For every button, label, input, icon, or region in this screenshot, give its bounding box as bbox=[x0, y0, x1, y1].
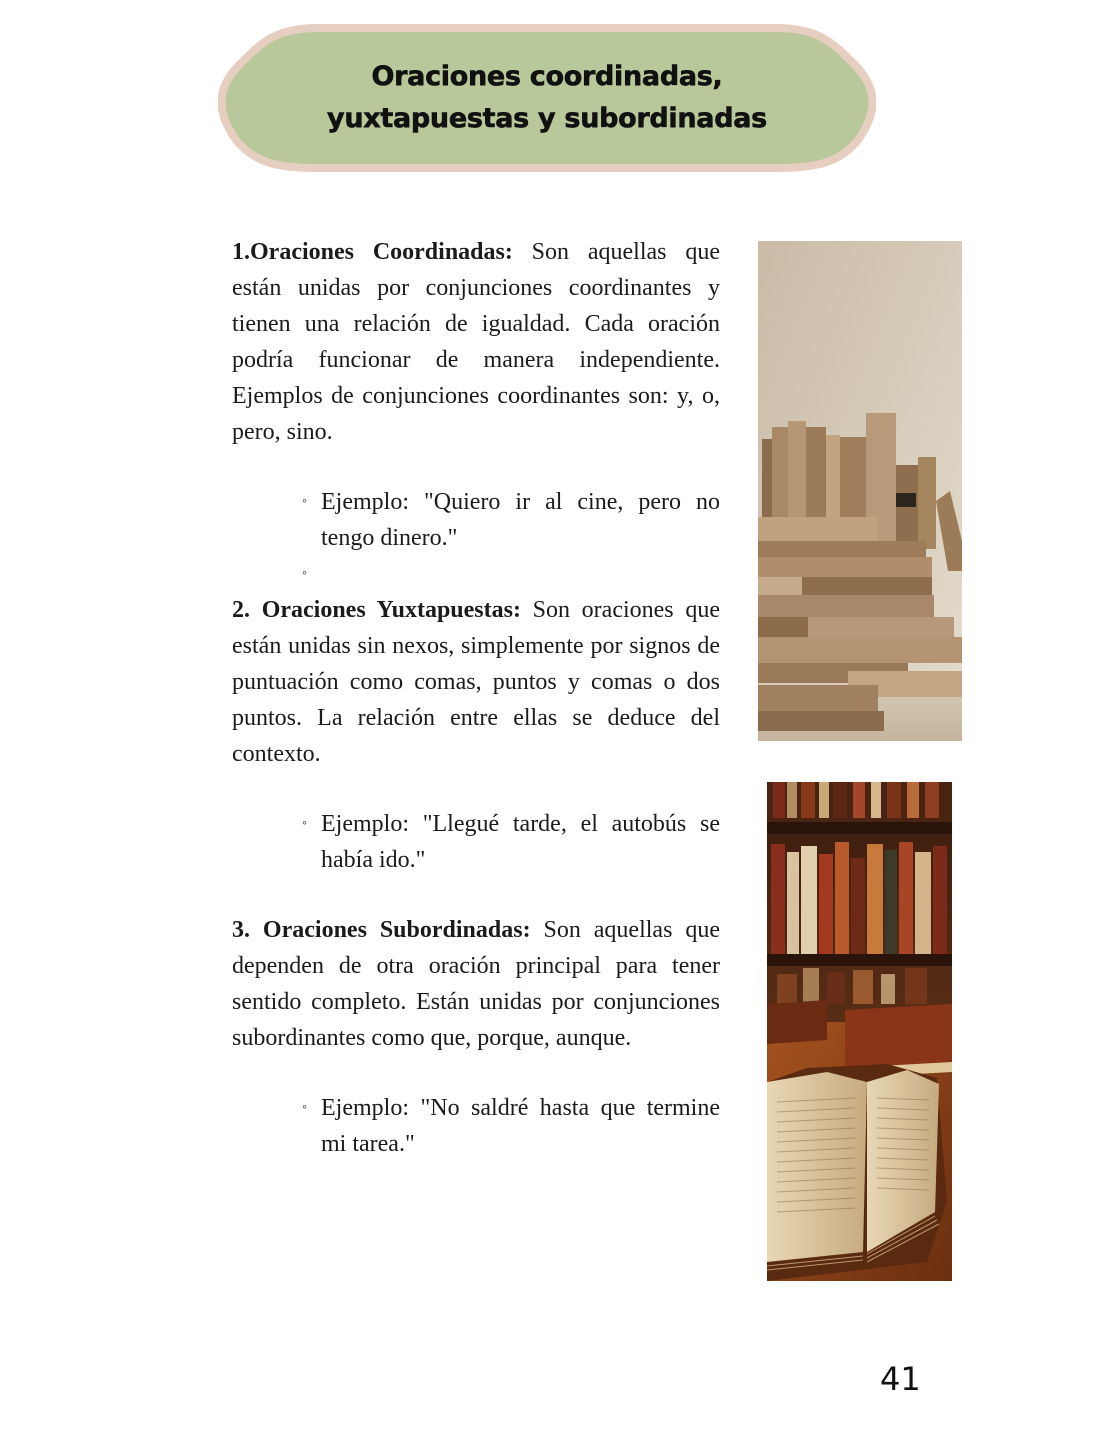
library-open-book-photo bbox=[767, 782, 952, 1281]
page-number: 41 bbox=[880, 1360, 921, 1398]
example-list bbox=[232, 484, 720, 556]
title-line-1: Oraciones coordinadas, bbox=[371, 61, 723, 92]
title-banner bbox=[218, 22, 876, 174]
section-heading: 2. Oraciones Yuxtapuestas: bbox=[232, 597, 521, 623]
title-line-2: yuxtapuestas y subordinadas bbox=[327, 103, 767, 134]
section-coordinadas bbox=[232, 234, 720, 450]
bullet-icon: ◦ bbox=[302, 494, 307, 509]
example-text: Ejemplo: "Quiero ir al cine, pero no tengo dinero." bbox=[321, 489, 720, 551]
example-list bbox=[232, 1090, 720, 1162]
section-body: Son aquellas que dependen de otra oración principal para tener sentido completo. Están unidas por conjunciones subordinantes como que, porque, aunque. bbox=[232, 917, 720, 1051]
main-content bbox=[232, 234, 720, 1162]
section-body: Son oraciones que están unidas sin nexos, simplemente por signos de puntuación como comas, puntos y comas o dos puntos. La relación entre ellas se deduce del contexto. bbox=[232, 597, 720, 767]
section-yuxtapuestas bbox=[232, 592, 720, 772]
example-text: Ejemplo: "Llegué tarde, el autobús se había ido." bbox=[321, 811, 720, 873]
example-item bbox=[302, 484, 720, 556]
example-list bbox=[232, 806, 720, 878]
section-heading: 1.Oraciones Coordinadas: bbox=[232, 239, 513, 265]
bullet-icon: ◦ bbox=[302, 566, 307, 581]
bullet-icon: ◦ bbox=[302, 816, 307, 831]
spacer bbox=[232, 878, 720, 912]
example-text: Ejemplo: "No saldré hasta que termine mi tarea." bbox=[321, 1095, 720, 1157]
stacked-books-photo bbox=[758, 241, 962, 741]
empty-list-item bbox=[302, 556, 720, 592]
bullet-icon: ◦ bbox=[302, 1100, 307, 1115]
example-item bbox=[302, 806, 720, 878]
section-subordinadas bbox=[232, 912, 720, 1056]
page-title bbox=[218, 56, 876, 140]
example-item bbox=[302, 1090, 720, 1162]
section-body: Son aquellas que están unidas por conjunciones coordinantes y tienen una relación de igualdad. Cada oración podría funcionar de manera independiente. Ejemplos de conjunciones coordinantes son: y, o, pero, sino. bbox=[232, 239, 720, 445]
section-heading: 3. Oraciones Subordinadas: bbox=[232, 917, 531, 943]
